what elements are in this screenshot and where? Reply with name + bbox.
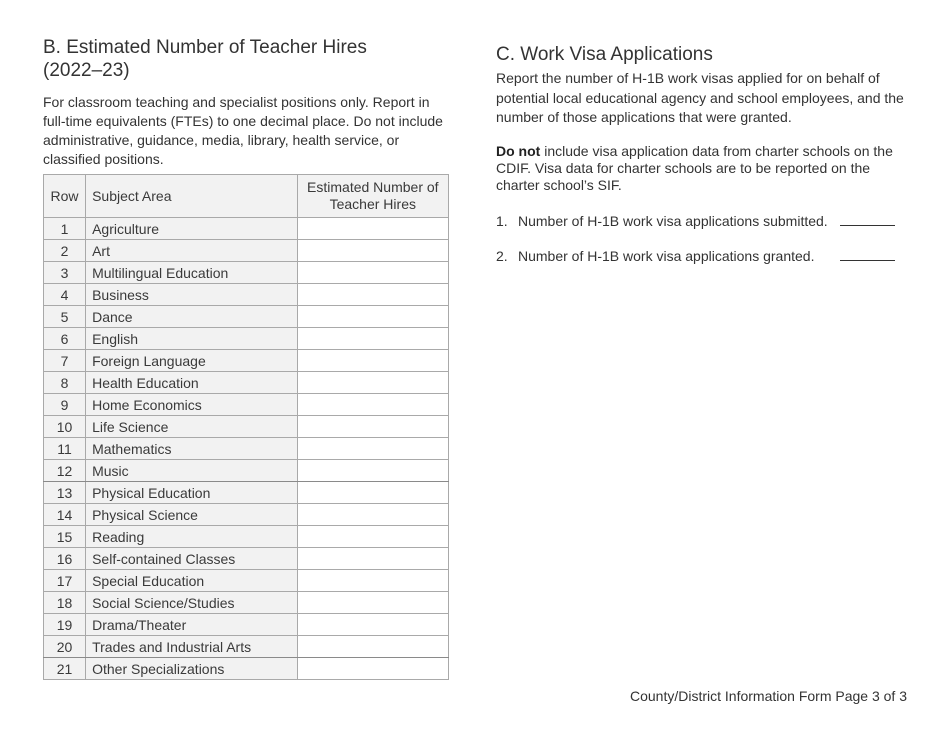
table-body bbox=[44, 218, 449, 680]
estimated-hires-input-cell[interactable] bbox=[297, 306, 448, 328]
section-c bbox=[496, 43, 916, 282]
subject-area-cell: Dance bbox=[86, 306, 298, 328]
estimated-hires-input-cell[interactable] bbox=[297, 526, 448, 548]
table-row bbox=[44, 262, 449, 284]
row-number: 15 bbox=[44, 526, 86, 548]
row-number: 10 bbox=[44, 416, 86, 438]
row-number: 7 bbox=[44, 350, 86, 372]
section-c-note bbox=[496, 143, 916, 194]
section-c-note-text: include visa application data from charter schools on the CDIF. Visa data for charter schools are to be reported on the charter school’s SIF. bbox=[496, 142, 893, 193]
table-row bbox=[44, 350, 449, 372]
page-footer: County/District Information Form Page 3 of 3 bbox=[630, 688, 907, 704]
estimated-hires-input-cell[interactable] bbox=[297, 262, 448, 284]
table-row bbox=[44, 548, 449, 570]
estimated-hires-input-cell[interactable] bbox=[297, 658, 448, 680]
header-estimated-hires: Estimated Number of Teacher Hires bbox=[297, 175, 448, 218]
estimated-hires-input-cell[interactable] bbox=[297, 438, 448, 460]
table-row bbox=[44, 438, 449, 460]
row-number: 5 bbox=[44, 306, 86, 328]
header-row: Row bbox=[44, 175, 86, 218]
estimated-hires-input-cell[interactable] bbox=[297, 504, 448, 526]
table-row bbox=[44, 482, 449, 504]
row-number: 6 bbox=[44, 328, 86, 350]
row-number: 20 bbox=[44, 636, 86, 658]
row-number: 1 bbox=[44, 218, 86, 240]
question-text: Number of H-1B work visa applications granted. bbox=[518, 247, 815, 264]
question-text: Number of H-1B work visa applications submitted. bbox=[518, 212, 828, 229]
row-number: 12 bbox=[44, 460, 86, 482]
submitted-answer-blank[interactable] bbox=[840, 212, 895, 226]
estimated-hires-input-cell[interactable] bbox=[297, 482, 448, 504]
section-b-intro: For classroom teaching and specialist positions only. Report in full-time equivalents (FTEs) to one decimal place. Do not include administrative, guidance, media, library, health service, or classified positions. bbox=[43, 94, 443, 167]
estimated-hires-input-cell[interactable] bbox=[297, 372, 448, 394]
row-number: 17 bbox=[44, 570, 86, 592]
table-row bbox=[44, 636, 449, 658]
table-row bbox=[44, 460, 449, 482]
subject-area-cell: Physical Science bbox=[86, 504, 298, 526]
row-number: 9 bbox=[44, 394, 86, 416]
question-number: 1. bbox=[496, 212, 508, 229]
section-c-title: C. Work Visa Applications bbox=[496, 44, 713, 65]
estimated-hires-input-cell[interactable] bbox=[297, 218, 448, 240]
granted-answer-blank[interactable] bbox=[840, 247, 895, 261]
row-number: 2 bbox=[44, 240, 86, 262]
estimated-hires-input-cell[interactable] bbox=[297, 284, 448, 306]
section-b-title bbox=[43, 36, 453, 82]
table-row bbox=[44, 372, 449, 394]
question-number: 2. bbox=[496, 247, 508, 264]
subject-area-cell: Business bbox=[86, 284, 298, 306]
subject-area-cell: Physical Education bbox=[86, 482, 298, 504]
estimated-hires-input-cell[interactable] bbox=[297, 592, 448, 614]
subject-area-cell: Home Economics bbox=[86, 394, 298, 416]
subject-area-cell: Multilingual Education bbox=[86, 262, 298, 284]
subject-area-cell: English bbox=[86, 328, 298, 350]
subject-area-cell: Health Education bbox=[86, 372, 298, 394]
row-number: 14 bbox=[44, 504, 86, 526]
section-b-title-line2: (2022–23) bbox=[43, 60, 130, 81]
table-row bbox=[44, 570, 449, 592]
table-row bbox=[44, 526, 449, 548]
table-row bbox=[44, 416, 449, 438]
table-row bbox=[44, 240, 449, 262]
subject-area-cell: Mathematics bbox=[86, 438, 298, 460]
subject-area-cell: Other Specializations bbox=[86, 658, 298, 680]
table-row bbox=[44, 306, 449, 328]
subject-area-cell: Trades and Industrial Arts bbox=[86, 636, 298, 658]
estimated-hires-input-cell[interactable] bbox=[297, 240, 448, 262]
subject-area-cell: Life Science bbox=[86, 416, 298, 438]
estimated-hires-input-cell[interactable] bbox=[297, 636, 448, 658]
row-number: 13 bbox=[44, 482, 86, 504]
subject-area-cell: Drama/Theater bbox=[86, 614, 298, 636]
subject-area-cell: Self-contained Classes bbox=[86, 548, 298, 570]
table-row bbox=[44, 394, 449, 416]
section-c-description: Report the number of H-1B work visas applied for on behalf of potential local educational agency and school employees, and the number of those applications that were granted. bbox=[496, 70, 904, 125]
visa-question-granted bbox=[496, 247, 916, 282]
estimated-hires-input-cell[interactable] bbox=[297, 570, 448, 592]
estimated-hires-input-cell[interactable] bbox=[297, 328, 448, 350]
visa-question-submitted bbox=[496, 212, 916, 247]
estimated-hires-input-cell[interactable] bbox=[297, 460, 448, 482]
subject-area-cell: Special Education bbox=[86, 570, 298, 592]
table-row bbox=[44, 504, 449, 526]
row-number: 21 bbox=[44, 658, 86, 680]
subject-area-cell: Art bbox=[86, 240, 298, 262]
subject-area-cell: Agriculture bbox=[86, 218, 298, 240]
table-row bbox=[44, 284, 449, 306]
do-not-emphasis: Do not bbox=[496, 142, 541, 159]
subject-area-cell: Foreign Language bbox=[86, 350, 298, 372]
table-row bbox=[44, 614, 449, 636]
row-number: 19 bbox=[44, 614, 86, 636]
row-number: 4 bbox=[44, 284, 86, 306]
subject-area-cell: Reading bbox=[86, 526, 298, 548]
estimated-hires-input-cell[interactable] bbox=[297, 548, 448, 570]
row-number: 8 bbox=[44, 372, 86, 394]
teacher-hires-table bbox=[43, 174, 449, 680]
row-number: 11 bbox=[44, 438, 86, 460]
visa-questions bbox=[496, 212, 916, 282]
estimated-hires-input-cell[interactable] bbox=[297, 416, 448, 438]
row-number: 18 bbox=[44, 592, 86, 614]
estimated-hires-input-cell[interactable] bbox=[297, 350, 448, 372]
header-subject-area: Subject Area bbox=[86, 175, 298, 218]
section-b-title-line1: B. Estimated Number of Teacher Hires bbox=[43, 37, 367, 58]
subject-area-cell: Music bbox=[86, 460, 298, 482]
table-row bbox=[44, 592, 449, 614]
estimated-hires-input-cell[interactable] bbox=[297, 614, 448, 636]
subject-area-cell: Social Science/Studies bbox=[86, 592, 298, 614]
table-row bbox=[44, 658, 449, 680]
table-header-row bbox=[44, 175, 449, 218]
table-row bbox=[44, 328, 449, 350]
table-row bbox=[44, 218, 449, 240]
row-number: 16 bbox=[44, 548, 86, 570]
section-b bbox=[43, 36, 453, 169]
estimated-hires-input-cell[interactable] bbox=[297, 394, 448, 416]
row-number: 3 bbox=[44, 262, 86, 284]
